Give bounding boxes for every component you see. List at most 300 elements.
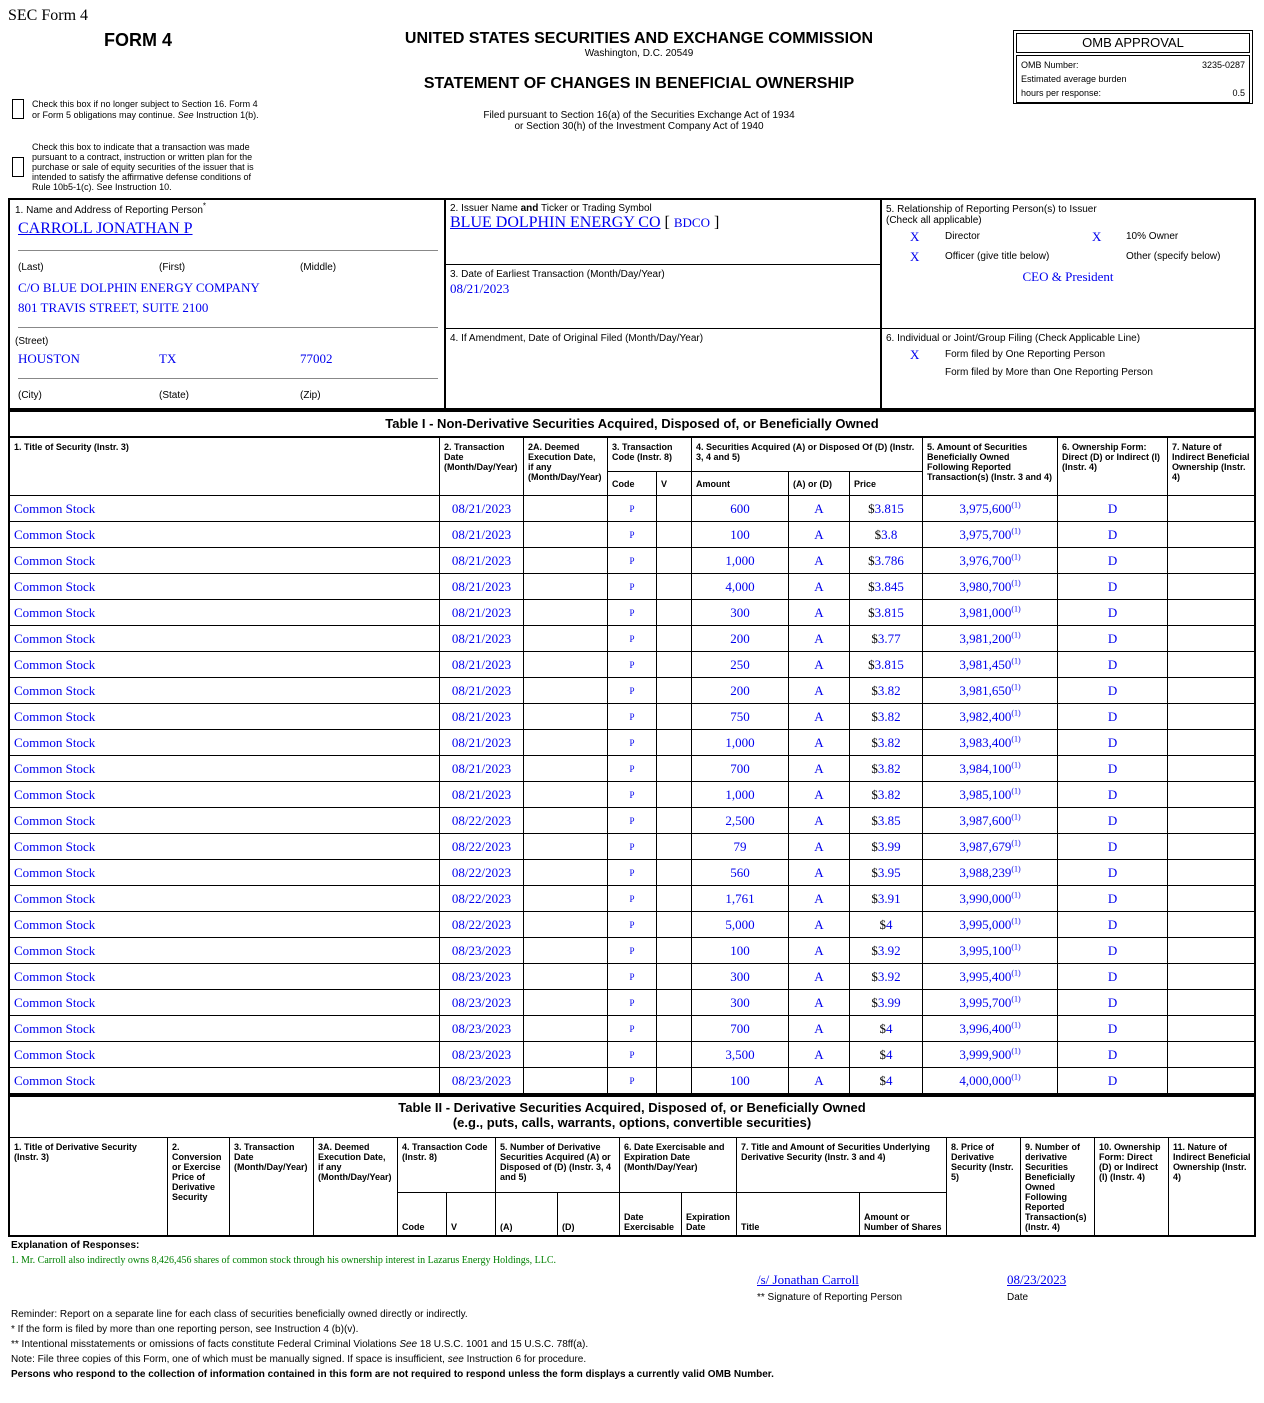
transaction-date: 08/21/2023	[440, 522, 524, 548]
price-value: 3.91	[877, 890, 901, 906]
price-symbol: $	[868, 552, 875, 568]
ownership-form: D	[1058, 1042, 1168, 1068]
deemed-execution-date	[524, 938, 608, 964]
footnote-ref[interactable]: (1)	[1011, 500, 1021, 510]
transaction-date: 08/21/2023	[440, 782, 524, 808]
transaction-code[interactable]: P	[608, 964, 657, 990]
col-deemed-execution-date: 2A. Deemed Execution Date, if any (Month/Day/Year)	[524, 438, 608, 496]
security-title[interactable]: Common Stock	[10, 964, 440, 990]
deemed-execution-date	[524, 964, 608, 990]
section16-text-c: Instruction 1(b).	[196, 110, 259, 120]
director-label: Director	[945, 231, 981, 242]
footnote-ref[interactable]: (1)	[1011, 656, 1021, 666]
price-symbol: $	[879, 1072, 886, 1088]
ownership-form: D	[1058, 548, 1168, 574]
earliest-transaction-date: 08/21/2023	[450, 281, 510, 296]
officer-label: Officer (give title below)	[945, 251, 1050, 262]
security-title[interactable]: Common Stock	[10, 834, 440, 860]
col-a: (A)	[496, 1192, 558, 1236]
amount-owned	[923, 782, 1058, 808]
price	[850, 912, 923, 938]
col-price: Price	[850, 472, 923, 496]
transaction-code[interactable]: P	[608, 1042, 657, 1068]
filed-pursuant-2: or Section 30(h) of the Investment Company Act of 1940	[514, 121, 764, 132]
footnote-ref[interactable]: (1)	[1011, 630, 1021, 640]
table-row	[10, 990, 1256, 1016]
table-row	[10, 938, 1256, 964]
rule10b5-line: Rule 10b5-1(c). See Instruction 10.	[32, 182, 172, 192]
double-star-note-see: See	[399, 1339, 418, 1350]
footnote-ref[interactable]: (1)	[1011, 968, 1021, 978]
amount-owned-value: 3,981,650	[959, 682, 1012, 698]
amount-owned	[923, 522, 1058, 548]
acquired-or-disposed: A	[789, 548, 850, 574]
star-note: * If the form is filed by more than one reporting person, see Instruction 4 (b)(v).	[11, 1324, 359, 1335]
amount-owned	[923, 1068, 1058, 1094]
footnote-ref[interactable]: (1)	[1011, 916, 1021, 926]
security-title[interactable]: Common Stock	[10, 938, 440, 964]
amount: 1,000	[692, 548, 789, 574]
security-title[interactable]: Common Stock	[10, 1016, 440, 1042]
deemed-execution-date	[524, 626, 608, 652]
transaction-v	[657, 1068, 692, 1094]
officer-check-mark[interactable]: X	[910, 249, 920, 264]
reporting-person-name[interactable]: CARROLL JONATHAN P	[18, 220, 193, 237]
nature-indirect	[1168, 990, 1256, 1016]
price-value: 3.92	[877, 968, 901, 984]
footnote-ref[interactable]: (1)	[1011, 760, 1021, 770]
box1-label-text: 1. Name and Address of Reporting Person	[15, 205, 203, 216]
middle-label: (Middle)	[300, 262, 337, 273]
copies-note-see: see	[447, 1354, 464, 1365]
price-symbol: $	[874, 526, 882, 542]
security-title[interactable]: Common Stock	[10, 860, 440, 886]
footnote-ref[interactable]: (1)	[1011, 838, 1021, 848]
acquired-or-disposed: A	[789, 522, 850, 548]
box2-label	[450, 203, 652, 214]
double-star-note-a: ** Intentional misstatements or omissions of facts constitute Federal Criminal Violations	[11, 1339, 397, 1350]
deemed-execution-date	[524, 600, 608, 626]
transaction-code[interactable]: P	[608, 886, 657, 912]
amount-owned-value: 3,995,400	[959, 968, 1012, 984]
col-transaction-date: 3. Transaction Date (Month/Day/Year)	[230, 1138, 314, 1237]
price-value: 3.82	[877, 682, 901, 698]
omb-details	[1016, 55, 1250, 103]
amount-owned	[923, 964, 1058, 990]
security-title[interactable]: Common Stock	[10, 522, 440, 548]
transaction-code[interactable]: P	[608, 496, 657, 522]
transaction-v	[657, 574, 692, 600]
transaction-code[interactable]: P	[608, 834, 657, 860]
ownership-form: D	[1058, 912, 1168, 938]
copies-note	[11, 1352, 774, 1367]
acquired-or-disposed: A	[789, 886, 850, 912]
price-value: 3.815	[874, 604, 904, 620]
footnote-ref[interactable]: (1)	[1011, 812, 1021, 822]
amount-owned	[923, 678, 1058, 704]
deemed-execution-date	[524, 1016, 608, 1042]
rule10b5-checkbox[interactable]	[12, 157, 24, 177]
acquired-or-disposed: A	[789, 678, 850, 704]
ownership-form: D	[1058, 964, 1168, 990]
col-transaction-code: 4. Transaction Code (Instr. 8)	[398, 1138, 496, 1193]
transaction-code[interactable]: P	[608, 730, 657, 756]
deemed-execution-date	[524, 860, 608, 886]
transaction-code[interactable]: P	[608, 704, 657, 730]
nature-indirect	[1168, 886, 1256, 912]
nature-indirect	[1168, 912, 1256, 938]
price	[850, 834, 923, 860]
amount: 100	[692, 1068, 789, 1094]
transaction-date: 08/21/2023	[440, 652, 524, 678]
nature-indirect	[1168, 496, 1256, 522]
copies-note-a: Note: File three copies of this Form, one of which must be manually signed. If space is insufficient,	[11, 1354, 445, 1365]
box1-label	[15, 201, 207, 216]
price	[850, 704, 923, 730]
transaction-code[interactable]: P	[608, 652, 657, 678]
one-person-check-mark[interactable]: X	[910, 347, 920, 362]
price	[850, 756, 923, 782]
security-title[interactable]: Common Stock	[10, 652, 440, 678]
transaction-date: 08/21/2023	[440, 730, 524, 756]
amount: 4,000	[692, 574, 789, 600]
ownership-form: D	[1058, 626, 1168, 652]
transaction-code[interactable]: P	[608, 600, 657, 626]
transaction-code[interactable]: P	[608, 938, 657, 964]
security-title[interactable]: Common Stock	[10, 990, 440, 1016]
security-title[interactable]: Common Stock	[10, 600, 440, 626]
ownership-form: D	[1058, 574, 1168, 600]
transaction-code[interactable]: P	[608, 1068, 657, 1094]
col-v: V	[447, 1192, 496, 1236]
footnote-ref[interactable]: (1)	[1011, 604, 1021, 614]
transaction-code[interactable]: P	[608, 678, 657, 704]
acquired-or-disposed: A	[789, 574, 850, 600]
col-code: Code	[398, 1192, 447, 1236]
non-derivative-table	[9, 437, 1256, 1094]
nature-indirect	[1168, 860, 1256, 886]
footnote-ref[interactable]: (1)	[1011, 864, 1021, 874]
table2-title-2: (e.g., puts, calls, warrants, options, convertible securities)	[452, 1115, 812, 1130]
col-d: (D)	[558, 1192, 620, 1236]
nature-indirect	[1168, 1016, 1256, 1042]
security-title[interactable]: Common Stock	[10, 730, 440, 756]
footnote-ref[interactable]: (1)	[1011, 786, 1021, 796]
amount-owned-value: 3,987,679	[959, 838, 1012, 854]
security-title[interactable]: Common Stock	[10, 574, 440, 600]
ten-percent-owner-check-mark[interactable]: X	[1092, 229, 1102, 244]
table-row	[10, 886, 1256, 912]
transaction-date: 08/23/2023	[440, 1016, 524, 1042]
col-v: V	[657, 472, 692, 496]
price-value: 3.815	[874, 500, 904, 516]
security-title[interactable]: Common Stock	[10, 548, 440, 574]
nature-indirect	[1168, 1042, 1256, 1068]
table-row	[10, 756, 1256, 782]
box6-filing	[881, 328, 1255, 409]
amount-owned	[923, 730, 1058, 756]
city-value: HOUSTON	[18, 351, 80, 366]
price-value: 3.92	[877, 942, 901, 958]
city-label: (City)	[18, 390, 42, 401]
security-title[interactable]: Common Stock	[10, 808, 440, 834]
transaction-code[interactable]: P	[608, 756, 657, 782]
transaction-code[interactable]: P	[608, 548, 657, 574]
section16-text-a: Check this box if no longer subject to Section 16. Form 4	[32, 99, 258, 109]
price-symbol: $	[871, 708, 878, 724]
price-symbol: $	[868, 500, 875, 516]
officer-title: CEO & President	[1022, 269, 1114, 284]
transaction-code[interactable]: P	[608, 990, 657, 1016]
amount: 1,000	[692, 782, 789, 808]
footnote-ref[interactable]: (1)	[1011, 682, 1021, 692]
amount-owned	[923, 1042, 1058, 1068]
table1-body	[10, 496, 1256, 1094]
price-symbol: $	[871, 968, 878, 984]
security-title[interactable]: Common Stock	[10, 886, 440, 912]
amount-owned-value: 3,981,000	[959, 604, 1012, 620]
col-deemed-execution-date: 3A. Deemed Execution Date, if any (Month/Day/Year)	[314, 1138, 398, 1237]
rule10b5-text	[32, 142, 272, 192]
amount: 1,761	[692, 886, 789, 912]
amount-owned	[923, 704, 1058, 730]
amount: 750	[692, 704, 789, 730]
footnote-ref[interactable]: (1)	[1011, 1046, 1021, 1056]
amount-owned	[923, 756, 1058, 782]
nature-indirect	[1168, 548, 1256, 574]
security-title[interactable]: Common Stock	[10, 756, 440, 782]
transaction-date: 08/21/2023	[440, 756, 524, 782]
transaction-v	[657, 678, 692, 704]
box2-label-a: 2. Issuer Name	[450, 203, 518, 214]
ownership-form: D	[1058, 496, 1168, 522]
footnote-ref[interactable]: (1)	[1011, 890, 1021, 900]
price-value: 3.77	[877, 630, 901, 646]
table-row	[10, 964, 1256, 990]
footnote-ref[interactable]: (1)	[1011, 578, 1021, 588]
amount-owned-value: 3,995,100	[959, 942, 1012, 958]
table1-title: Table I - Non-Derivative Securities Acquired, Disposed of, or Beneficially Owned	[9, 411, 1255, 437]
omb-number-value: 3235-0287	[1201, 60, 1245, 70]
deemed-execution-date	[524, 522, 608, 548]
deemed-execution-date	[524, 912, 608, 938]
box3-earliest-date	[445, 264, 881, 329]
amount-owned	[923, 886, 1058, 912]
acquired-or-disposed: A	[789, 756, 850, 782]
box5-label	[886, 204, 1097, 226]
section16-checkbox[interactable]	[12, 99, 24, 119]
security-title[interactable]: Common Stock	[10, 782, 440, 808]
footnote-ref[interactable]: (1)	[1011, 1020, 1021, 1030]
transaction-v	[657, 834, 692, 860]
col-amount-owned: 5. Amount of Securities Beneficially Owned Following Reported Transaction(s) (Instr. 3 and 4)	[923, 438, 1058, 496]
amount-owned	[923, 548, 1058, 574]
amount: 300	[692, 600, 789, 626]
col-title-of-security: 1. Title of Security (Instr. 3)	[10, 438, 440, 496]
deemed-execution-date	[524, 1068, 608, 1094]
transaction-v	[657, 912, 692, 938]
street-label: (Street)	[15, 336, 49, 347]
box5-sublabel: (Check all applicable)	[886, 215, 982, 226]
table-row	[10, 704, 1256, 730]
state-value: TX	[159, 351, 177, 366]
state-label: (State)	[159, 390, 190, 401]
transaction-v	[657, 1042, 692, 1068]
signature-date[interactable]: 08/23/2023	[1007, 1272, 1067, 1287]
footnote-ref[interactable]: (1)	[1011, 734, 1021, 744]
security-title[interactable]: Common Stock	[10, 704, 440, 730]
amount: 300	[692, 990, 789, 1016]
amount: 560	[692, 860, 789, 886]
table-row	[10, 808, 1256, 834]
director-check-mark[interactable]: X	[910, 229, 920, 244]
acquired-or-disposed: A	[789, 1016, 850, 1042]
acquired-or-disposed: A	[789, 1068, 850, 1094]
transaction-date: 08/23/2023	[440, 1068, 524, 1094]
col-number-derivative: 5. Number of Derivative Securities Acquired (A) or Disposed of (D) (Instr. 3, 4 and 5)	[496, 1138, 620, 1193]
transaction-code[interactable]: P	[608, 522, 657, 548]
transaction-code[interactable]: P	[608, 574, 657, 600]
ownership-form: D	[1058, 886, 1168, 912]
amount-owned-value: 3,981,450	[959, 656, 1012, 672]
deemed-execution-date	[524, 834, 608, 860]
price-symbol: $	[871, 864, 878, 880]
agency-name: UNITED STATES SECURITIES AND EXCHANGE COMMISSION	[404, 30, 874, 47]
footnote-ref[interactable]: (1)	[1011, 552, 1021, 562]
derivative-table	[9, 1137, 1256, 1237]
footnote-ref[interactable]: (1)	[1011, 994, 1021, 1004]
price-value: 4	[886, 1072, 893, 1088]
footnote-ref[interactable]: (1)	[1011, 708, 1021, 718]
acquired-or-disposed: A	[789, 496, 850, 522]
ownership-form: D	[1058, 834, 1168, 860]
footnote-ref[interactable]: (1)	[1011, 526, 1021, 536]
box3-label: 3. Date of Earliest Transaction (Month/Day/Year)	[450, 269, 665, 280]
rule10b5-line: Check this box to indicate that a transaction was made	[32, 142, 250, 152]
transaction-code[interactable]: P	[608, 912, 657, 938]
security-title[interactable]: Common Stock	[10, 1042, 440, 1068]
acquired-or-disposed: A	[789, 730, 850, 756]
amount-owned	[923, 600, 1058, 626]
amount-owned	[923, 860, 1058, 886]
transaction-code[interactable]: P	[608, 782, 657, 808]
nature-indirect	[1168, 678, 1256, 704]
omb-notice: Persons who respond to the collection of information contained in this form are not required to respond unless the form displays a currently valid OMB Number.	[11, 1369, 774, 1380]
price	[850, 496, 923, 522]
col-exercise-expiration: 6. Date Exercisable and Expiration Date (Month/Day/Year)	[620, 1138, 737, 1193]
transaction-code[interactable]: P	[608, 1016, 657, 1042]
table-row	[10, 574, 1256, 600]
transaction-date: 08/23/2023	[440, 1042, 524, 1068]
box6-label: 6. Individual or Joint/Group Filing (Check Applicable Line)	[886, 333, 1141, 344]
transaction-date: 08/22/2023	[440, 808, 524, 834]
omb-hours-value: 0.5	[1232, 88, 1245, 98]
transaction-v	[657, 886, 692, 912]
ticker-bracket-open: [	[664, 214, 670, 231]
acquired-or-disposed: A	[789, 652, 850, 678]
amount-owned-value: 3,982,400	[959, 708, 1012, 724]
price-value: 3.82	[877, 734, 901, 750]
nature-indirect	[1168, 938, 1256, 964]
transaction-code[interactable]: P	[608, 808, 657, 834]
divider	[18, 327, 438, 328]
deemed-execution-date	[524, 574, 608, 600]
ownership-form: D	[1058, 678, 1168, 704]
transaction-v	[657, 938, 692, 964]
ownership-form: D	[1058, 808, 1168, 834]
transaction-code[interactable]: P	[608, 860, 657, 886]
divider	[18, 378, 438, 379]
price-value: 4	[886, 1046, 893, 1062]
price	[850, 860, 923, 886]
nature-indirect	[1168, 964, 1256, 990]
amount-owned-value: 3,990,000	[959, 890, 1012, 906]
box5-label-text: 5. Relationship of Reporting Person(s) to Issuer	[886, 204, 1097, 215]
amount: 700	[692, 756, 789, 782]
price-symbol: $	[879, 1046, 886, 1062]
footnote-ref[interactable]: (1)	[1011, 1072, 1021, 1082]
price	[850, 730, 923, 756]
price-symbol: $	[871, 786, 878, 802]
transaction-date: 08/21/2023	[440, 600, 524, 626]
amount-owned	[923, 834, 1058, 860]
amount-owned-value: 4,000,000	[959, 1072, 1012, 1088]
table-row	[10, 626, 1256, 652]
amount-owned	[923, 808, 1058, 834]
table-row	[10, 678, 1256, 704]
transaction-v	[657, 808, 692, 834]
col-nature-indirect: 7. Nature of Indirect Beneficial Ownership (Instr. 4)	[1168, 438, 1256, 496]
one-person-label: Form filed by One Reporting Person	[945, 349, 1106, 360]
security-title[interactable]: Common Stock	[10, 678, 440, 704]
box4-label: 4. If Amendment, Date of Original Filed (Month/Day/Year)	[450, 333, 704, 344]
transaction-v	[657, 522, 692, 548]
amount-owned-value: 3,975,700	[959, 526, 1012, 542]
amount-owned-value: 3,995,700	[959, 994, 1012, 1010]
reminder-note: Reminder: Report on a separate line for each class of securities beneficially owned directly or indirectly.	[11, 1309, 468, 1320]
acquired-or-disposed: A	[789, 808, 850, 834]
transaction-code[interactable]: P	[608, 626, 657, 652]
col-a-or-d: (A) or (D)	[789, 472, 850, 496]
table-row	[10, 730, 1256, 756]
transaction-v	[657, 1016, 692, 1042]
amount-owned	[923, 938, 1058, 964]
zip-label: (Zip)	[300, 390, 321, 401]
security-title[interactable]: Common Stock	[10, 912, 440, 938]
security-title[interactable]: Common Stock	[10, 626, 440, 652]
price-value: 3.82	[877, 760, 901, 776]
price-symbol: $	[871, 994, 878, 1010]
transaction-date: 08/22/2023	[440, 886, 524, 912]
security-title[interactable]: Common Stock	[10, 1068, 440, 1094]
amount-owned-value: 3,980,700	[959, 578, 1012, 594]
amount-owned-value: 3,999,900	[959, 1046, 1012, 1062]
signature[interactable]: /s/ Jonathan Carroll	[757, 1272, 859, 1287]
amount-owned-value: 3,984,100	[959, 760, 1012, 776]
price	[850, 600, 923, 626]
security-title[interactable]: Common Stock	[10, 496, 440, 522]
price	[850, 990, 923, 1016]
footnote-ref[interactable]: (1)	[1011, 942, 1021, 952]
transaction-date: 08/21/2023	[440, 704, 524, 730]
issuer-name[interactable]: BLUE DOLPHIN ENERGY CO	[450, 214, 661, 231]
price-value: 3.8	[881, 526, 898, 542]
deemed-execution-date	[524, 808, 608, 834]
table-row	[10, 1042, 1256, 1068]
amount: 200	[692, 678, 789, 704]
price	[850, 626, 923, 652]
amount-owned-value: 3,995,000	[959, 916, 1012, 932]
